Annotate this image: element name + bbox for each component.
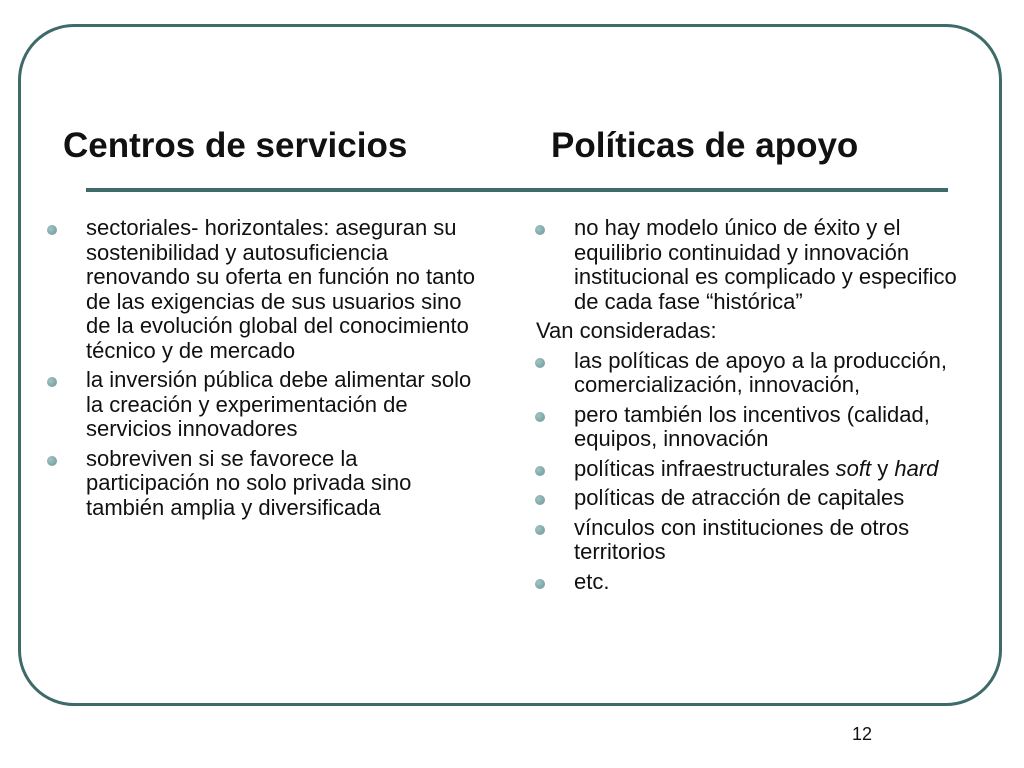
left-bullet-list: [46, 216, 486, 520]
bullet-icon: [535, 495, 545, 505]
right-column: [534, 216, 974, 599]
bullet-icon: [47, 225, 57, 235]
list-item: [534, 570, 974, 595]
list-item: [534, 457, 974, 482]
bullet-icon: [47, 377, 57, 387]
bullet-icon: [47, 456, 57, 466]
list-item: [534, 216, 974, 314]
list-item: [534, 403, 974, 452]
right-column-title: Políticas de apoyo: [551, 126, 859, 165]
bullet-icon: [535, 579, 545, 589]
right-bullet-list: [534, 349, 974, 595]
left-column: [46, 216, 486, 525]
bullet-text: etc.: [574, 568, 610, 594]
bullet-text: la inversión pública debe alimentar solo la creación y experimentación de servicios innovadores: [86, 367, 472, 441]
bullet-icon: [535, 225, 545, 235]
left-column-title: Centros de servicios: [63, 126, 408, 165]
bullet-text: sectoriales- horizontales: aseguran su sostenibilidad y autosuficiencia renovando su oferta en función no tanto de las exigencias de sus usuarios sino de la evolución global del conocimiento técnico y de mercado: [86, 215, 475, 363]
bullet-text: las políticas de apoyo a la producción, comercialización, innovación,: [574, 347, 948, 397]
list-item: [534, 486, 974, 511]
bullet-text: sobreviven si se favorece la participación no solo privada sino también amplia y diversificada: [86, 445, 412, 520]
bullet-icon: [535, 358, 545, 368]
bullet-text-hard: hard: [894, 455, 939, 481]
intro-text: Van consideradas:: [536, 318, 717, 343]
bullet-text: vínculos con instituciones de otros territorios: [574, 514, 910, 564]
bullet-text-mid: y: [871, 455, 895, 481]
bullet-text-prefix: políticas infraestructurales: [574, 455, 836, 481]
bullet-text-soft: soft: [835, 455, 872, 481]
bullet-text: políticas de atracción de capitales: [574, 485, 905, 510]
title-divider: [86, 188, 948, 192]
list-item: [46, 368, 486, 442]
bullet-icon: [535, 412, 545, 422]
list-item: [534, 349, 974, 398]
page-number: 12: [851, 724, 872, 744]
list-item: [534, 516, 974, 565]
bullet-text: no hay modelo único de éxito y el equilibrio continuidad y innovación institucional es complicado y especifico de cada fase “histórica”: [574, 215, 957, 314]
list-item: [46, 216, 486, 363]
bullet-text: pero también los incentivos (calidad, equipos, innovación: [574, 401, 930, 451]
bullet-icon: [535, 525, 545, 535]
list-item: [46, 447, 486, 521]
bullet-icon: [535, 466, 545, 476]
right-bullet-list-top: [534, 216, 974, 314]
